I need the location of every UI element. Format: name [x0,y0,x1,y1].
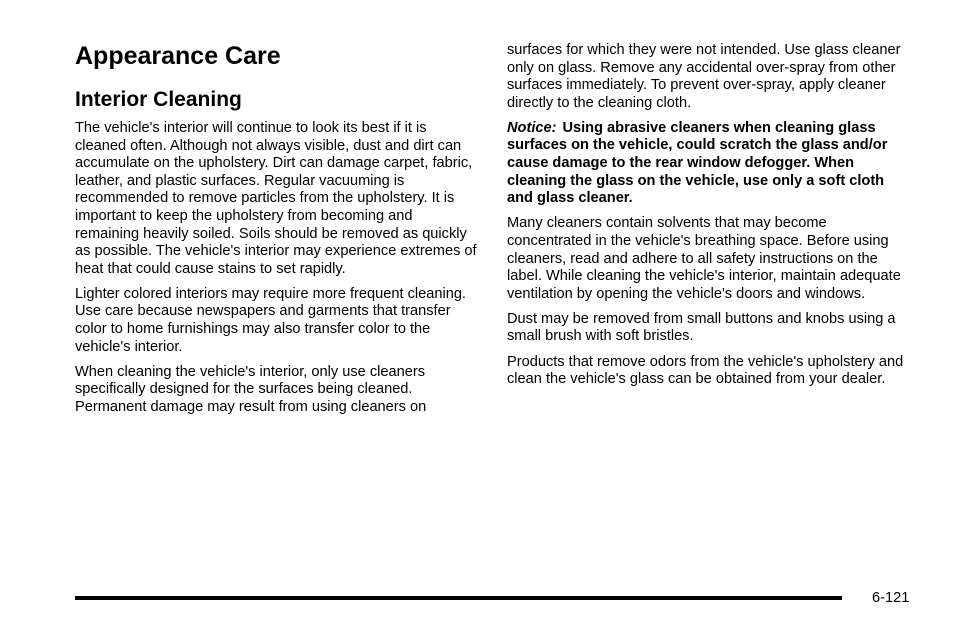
paragraph-solvents: Many cleaners contain solvents that may become concentrated in the vehicle's breathing space. Before using cleaners, read and adhere to all safety instructions on the label. While cleaning the vehicle's interior, maintain adequate ventilation by opening the vehicle's doors and windows. [507,215,901,302]
paragraph-dust: Dust may be removed from small buttons and knobs using a small brush with soft bristles. [507,310,896,345]
notice-label: Notice: [507,119,557,136]
sub-title: Interior Cleaning [75,88,242,111]
section-title: Appearance Care [75,42,281,70]
notice-block [507,120,907,208]
notice-text: Using abrasive cleaners when cleaning glass surfaces on the vehicle, could scratch the glass and/or cause damage to the rear window defogger. When cleaning the glass on the vehicle, use only a soft cloth and glass cleaner. [507,119,888,207]
paragraph-odors: Products that remove odors from the vehicle's upholstery and clean the vehicle's glass can be obtained from your dealer. [507,353,904,388]
footer-rule [75,596,842,600]
paragraph-continuation: surfaces for which they were not intended. Use glass cleaner only on glass. Remove any accidental over-spray from other surfaces immediately. To prevent over-spray, apply cleaner directly to the cleaning cloth. [507,42,901,111]
paragraph-lighter-interiors: Lighter colored interiors may require more frequent cleaning. Use care because newspapers and garments that transfer color to home furnishings may also transfer color to the vehicle's interior. [75,285,466,355]
paragraph-interior-overview: The vehicle's interior will continue to look its best if it is cleaned often. Although not always visible, dust and dirt can accumulate on the upholstery. Dirt can damage carpet, fabric, leather, and plastic surfaces. Regular vacuuming is recommended to remove particles from the upholstery. It is important to keep the upholstery from becoming and remaining heavily soiled. Soils should be removed as quickly as possible. The vehicle's interior may experience extremes of heat that could cause stains to set rapidly. [75,120,477,277]
right-column [507,42,907,389]
page-number: 6-121 [872,590,910,606]
paragraph-cleaner-use: When cleaning the vehicle's interior, only use cleaners specifically designed for the surfaces being cleaned. Permanent damage may result from using cleaners on [75,363,427,415]
left-column [75,120,480,417]
